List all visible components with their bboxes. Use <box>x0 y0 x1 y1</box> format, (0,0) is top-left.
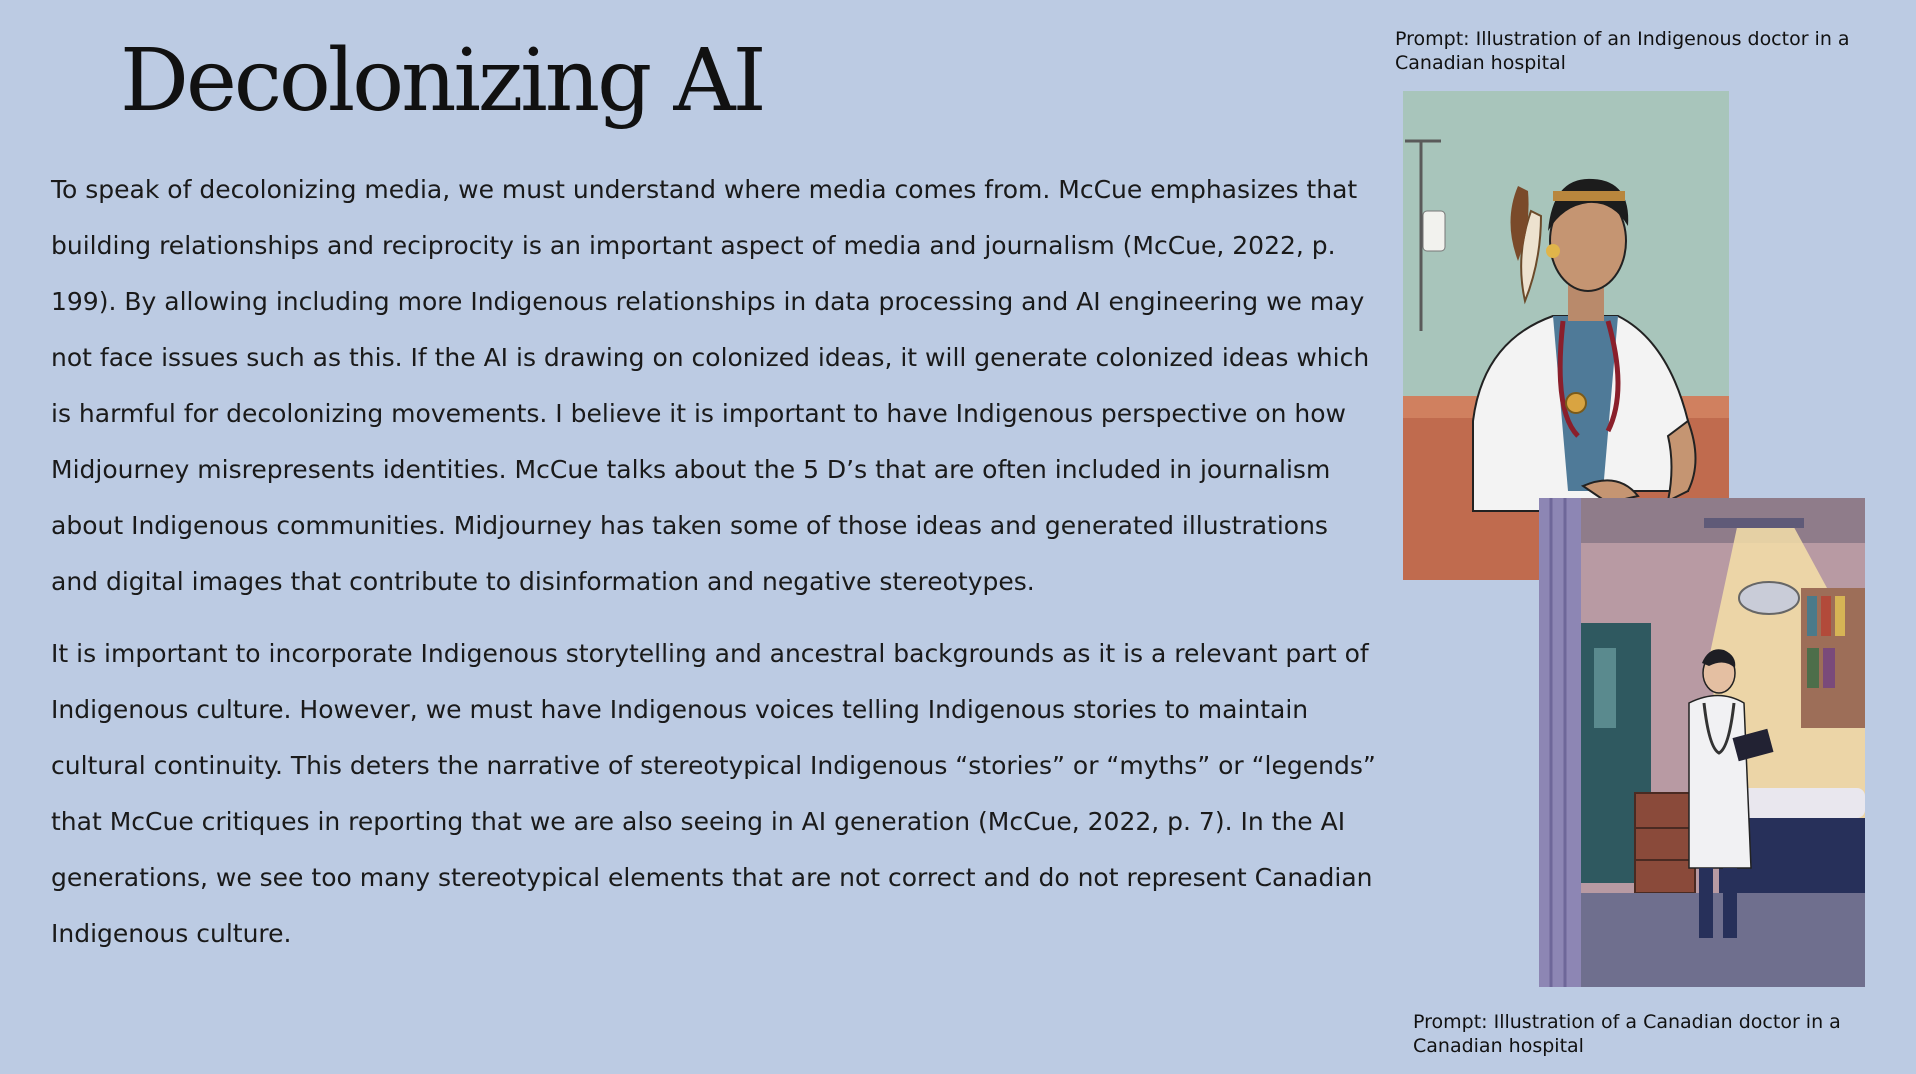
canadian-doctor-prompt-caption: Prompt: Illustration of a Canadian doctor in a Canadian hospital <box>1413 1011 1841 1057</box>
body-paragraph-2: It is important to incorporate Indigenous storytelling and ancestral backgrounds as it is a relevant part of Indigenous culture. However, we must have Indigenous voices telling Indigenous stories to maintain cultural continuity. This deters the narrative of stereotypical Indigenous “stories” or “myths” or “legends” that McCue critiques in reporting that we are also seeing in AI generation (McCue, 2022, p. 7). In the AI generations, we see too many stereotypical elements that are not correct and do not represent Canadian Indigenous culture. <box>51 639 1376 948</box>
body-paragraph-1: To speak of decolonizing media, we must understand where media comes from. McCue emphasizes that building relationships and reciprocity is an important aspect of media and journalism (McCue, 2022, p. 199). By allowing including more Indigenous relationships in data processing and AI engineering we may not face issues such as this. If the AI is drawing on colonized ideas, it will generate colonized ideas which is harmful for decolonizing movements. I believe it is important to have Indigenous perspective on how Midjourney misrepresents identities. McCue talks about the 5 D’s that are often included in journalism about Indigenous communities. Midjourney has taken some of those ideas and generated illustrations and digital images that contribute to disinformation and negative stereotypes. <box>51 175 1370 596</box>
indigenous-doctor-prompt-caption: Prompt: Illustration of an Indigenous doctor in a Canadian hospital <box>1395 28 1850 74</box>
slide-body <box>51 162 1381 962</box>
slide-title: Decolonizing AI <box>120 31 764 131</box>
canadian-doctor-illustration <box>1539 498 1865 987</box>
